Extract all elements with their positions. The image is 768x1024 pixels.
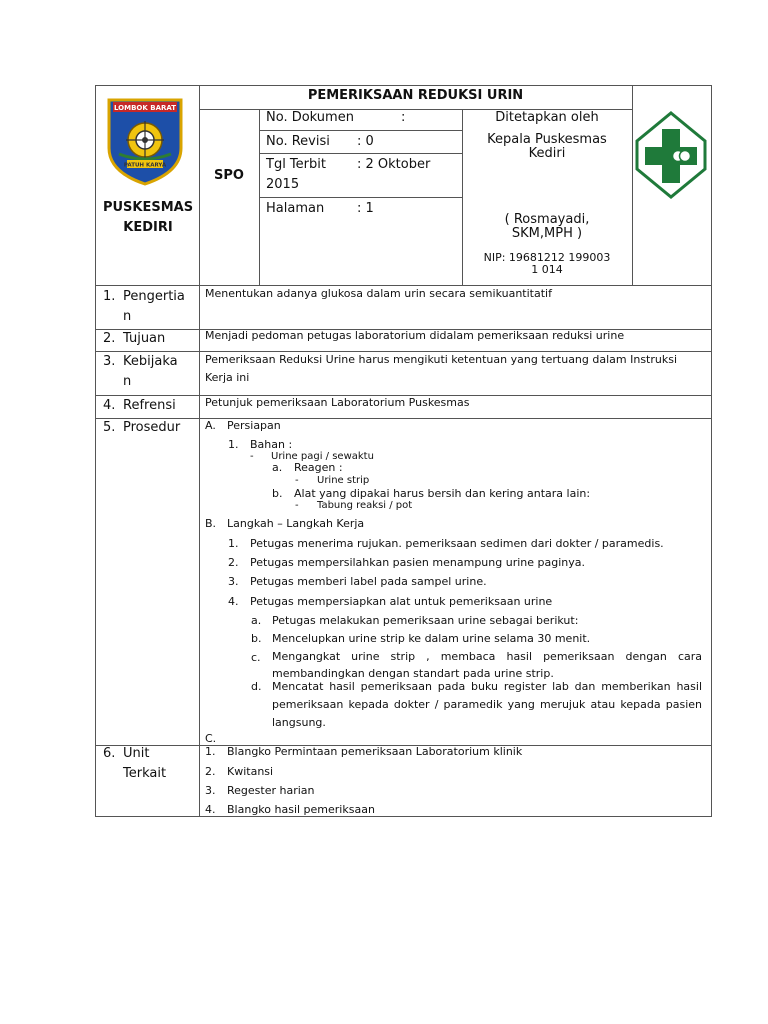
section-2-no: 2.	[103, 331, 116, 346]
field-no-dokumen-label: No. Dokumen	[266, 110, 354, 125]
section-1-label-1: Pengertia	[123, 289, 185, 304]
unit-text: Kwitansi	[227, 765, 274, 778]
substep-text: Petugas melakukan pemeriksaan urine sebagai berikut:	[272, 614, 579, 627]
lombok-barat-emblem-icon	[105, 96, 185, 186]
substep-marker: d.	[251, 680, 262, 693]
field-halaman-label: Halaman	[266, 201, 325, 216]
unit-text: Blangko hasil pemeriksaan	[227, 803, 375, 816]
section-3-content-2: Kerja ini	[205, 371, 250, 384]
signer-nip-2: 1 014	[531, 263, 563, 276]
substep-text: Mengangkat urine strip , membaca hasil pemeriksaan dengan cara membandingkan dengan standart pada urine strip.	[272, 650, 702, 680]
bahan-item-marker: a.	[272, 461, 283, 474]
section-4-no: 4.	[103, 398, 116, 413]
field-halaman-sep: : 1	[357, 201, 374, 216]
section-6-label-2: Terkait	[123, 766, 167, 781]
puskesmas-cross-logo-icon	[635, 111, 707, 199]
step-no: 4.	[228, 595, 239, 608]
field-no-revisi-label: No. Revisi	[266, 134, 330, 149]
step-no: 2.	[228, 556, 239, 569]
document-title: PEMERIKSAAN REDUKSI URIN	[307, 88, 524, 103]
unit-no: 2.	[205, 765, 216, 778]
section-5-label: Prosedur	[123, 420, 181, 435]
step-text: Petugas memberi label pada sampel urine.	[250, 575, 487, 588]
section-3-label-1: Kebijaka	[123, 354, 178, 369]
jabatan-line-1: Kepala Puskesmas	[487, 132, 607, 147]
substep-text: Mencelupkan urine strip ke dalam urine selama 30 menit.	[272, 632, 591, 645]
section-3-content-1: Pemeriksaan Reduksi Urine harus mengikuti ketentuan yang tertuang dalam Instruksi	[205, 353, 678, 366]
section-3-no: 3.	[103, 354, 116, 369]
section-1-label-2: n	[123, 309, 132, 324]
section-2-label: Tujuan	[123, 331, 166, 346]
bahan-item: Tabung reaksi / pot	[317, 500, 413, 511]
org-name: PUSKESMAS KEDIRI	[102, 200, 194, 235]
jabatan-line-2: Kediri	[528, 146, 566, 161]
bahan-item-marker: b.	[272, 487, 283, 500]
field-tgl-terbit-year: 2015	[266, 177, 300, 192]
section-6-no: 6.	[103, 746, 116, 761]
field-tgl-terbit-sep: : 2 Oktober	[357, 157, 431, 172]
field-no-revisi-sep: : 0	[357, 134, 374, 149]
bahan-item: Alat yang dipakai harus bersih dan kering antara lain:	[294, 487, 591, 500]
emblem-motto: PATUH KARYA	[123, 162, 167, 169]
spo-label: SPO	[214, 168, 244, 183]
section-6-label-1: Unit	[123, 746, 150, 761]
signer-nip-1: NIP: 19681212 199003	[483, 251, 611, 264]
section-3-label-2: n	[123, 374, 132, 389]
step-text: Petugas mempersilahkan pasien menampung urine paginya.	[250, 556, 585, 569]
bahan-item: Reagen :	[294, 461, 343, 474]
bahan-no: 1.	[228, 438, 239, 451]
unit-text: Blangko Permintaan pemeriksaan Laboratorium klinik	[227, 745, 523, 758]
unit-no: 3.	[205, 784, 216, 797]
substep-marker: a.	[251, 614, 262, 627]
bahan-item: Urine strip	[317, 475, 370, 486]
substep-text: Mencatat hasil pemeriksaan pada buku register lab dan memberikan hasil pemeriksaan kepada dokter / paramedik yang merujuk atau kepada pasien langsung.	[272, 680, 702, 729]
langkah-marker: B.	[205, 517, 217, 530]
section-1-content: Menentukan adanya glukosa dalam urin secara semikuantitatif	[205, 287, 552, 300]
signer-name-2: SKM,MPH )	[511, 226, 583, 241]
persiapan-marker: A.	[205, 419, 216, 432]
bahan-item-marker: -	[250, 451, 254, 462]
bahan-item-marker: -	[295, 500, 299, 511]
unit-no: 4.	[205, 803, 216, 816]
field-no-dokumen-sep: :	[401, 110, 406, 125]
step-text: Petugas menerima rujukan. pemeriksaan sedimen dari dokter / paramedis.	[250, 537, 664, 550]
bahan-item-marker: -	[295, 475, 299, 486]
section-5-no: 5.	[103, 420, 116, 435]
section-c-marker: C.	[205, 732, 217, 745]
emblem-top-banner: LOMBOK BARAT	[113, 104, 177, 112]
section-4-content: Petunjuk pemeriksaan Laboratorium Puskesmas	[205, 396, 470, 409]
step-no: 1.	[228, 537, 239, 550]
langkah-title: Langkah – Langkah Kerja	[227, 517, 365, 530]
step-text: Petugas mempersiapkan alat untuk pemeriksaan urine	[250, 595, 553, 608]
substep-marker: b.	[251, 632, 262, 645]
unit-text: Regester harian	[227, 784, 315, 797]
bahan-title: Bahan :	[250, 438, 293, 451]
field-tgl-terbit-label: Tgl Terbit	[266, 157, 326, 172]
ditetapkan-oleh: Ditetapkan oleh	[495, 110, 599, 125]
step-no: 3.	[228, 575, 239, 588]
unit-no: 1.	[205, 745, 216, 758]
section-1-no: 1.	[103, 289, 116, 304]
persiapan-title: Persiapan	[227, 419, 281, 432]
section-4-label: Refrensi	[123, 398, 176, 413]
signer-name-1: ( Rosmayadi,	[504, 212, 590, 227]
bahan-item: Urine pagi / sewaktu	[271, 451, 374, 462]
substep-marker: c.	[251, 651, 261, 664]
section-2-content: Menjadi pedoman petugas laboratorium didalam pemeriksaan reduksi urine	[205, 329, 625, 342]
